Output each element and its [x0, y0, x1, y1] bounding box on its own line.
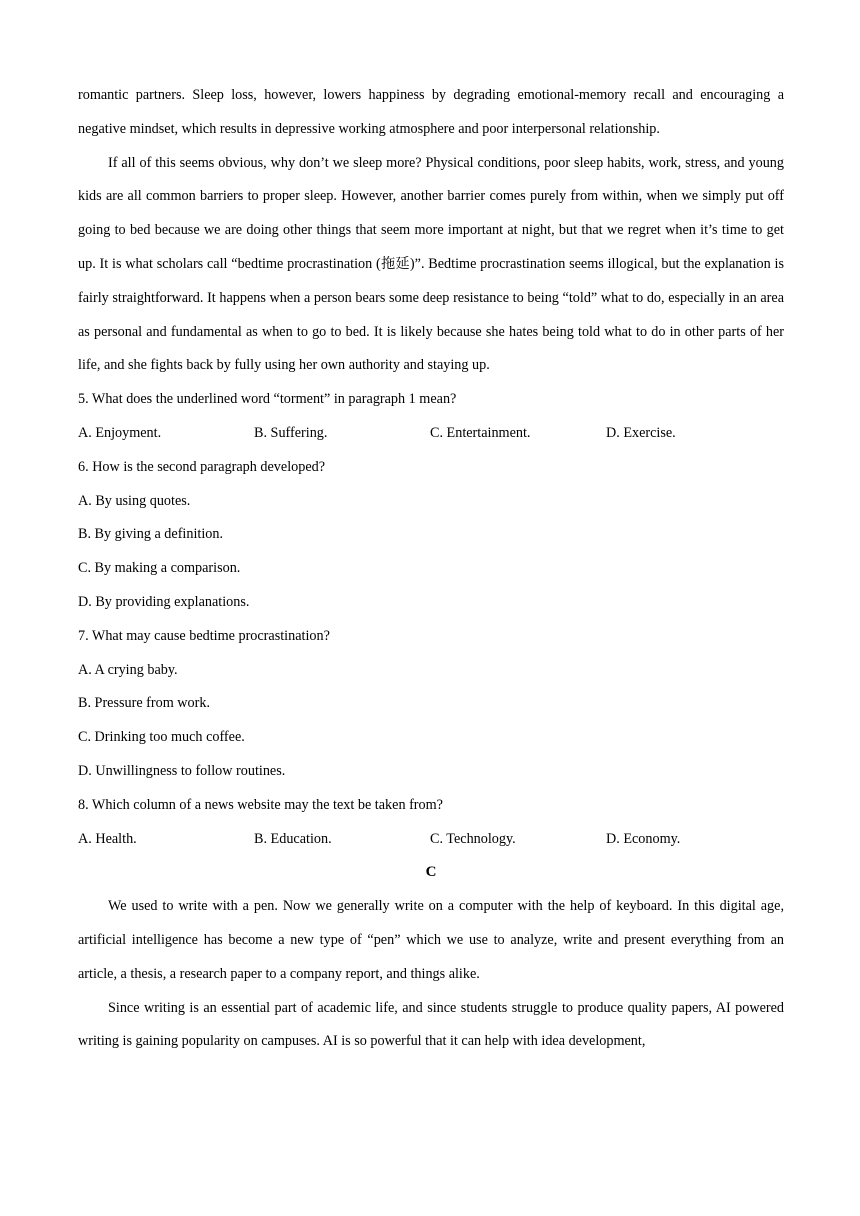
question-8-options: [78, 823, 784, 857]
question-6-option-a: A. By using quotes.: [78, 492, 191, 509]
question-7-option-c: C. Drinking too much coffee.: [78, 729, 245, 746]
question-8: [78, 789, 784, 857]
question-5: [78, 383, 784, 451]
question-5-option-a: A. Enjoyment.: [78, 424, 162, 441]
question-5-option-b: B. Suffering.: [254, 424, 328, 441]
question-6-option-b: B. By giving a definition.: [78, 526, 224, 543]
section-heading-c: C: [425, 864, 437, 881]
passage-c-paragraph-2: Since writing is an essential part of academic life, and since students struggle to produce quality papers, AI powered writing is gaining popularity on campuses. AI is so powerful that it can help with idea development,: [78, 999, 784, 1050]
question-7: [78, 620, 784, 789]
question-7-option-d: D. Unwillingness to follow routines.: [78, 762, 286, 779]
question-6-option-c: C. By making a comparison.: [78, 560, 241, 577]
question-7-option-a: A. A crying baby.: [78, 661, 178, 678]
question-8-option-b: B. Education.: [254, 830, 332, 847]
question-7-option-b: B. Pressure from work.: [78, 695, 211, 712]
question-7-stem: 7. What may cause bedtime procrastination?: [78, 627, 330, 644]
passage-b-paragraph-continued: romantic partners. Sleep loss, however, lowers happiness by degrading emotional-memory recall and encouraging a negative mindset, which results in depressive working atmosphere and poor interpersonal relationship.: [78, 87, 784, 137]
question-5-option-d: D. Exercise.: [606, 424, 676, 441]
question-8-stem: 8. Which column of a news website may the text be taken from?: [78, 796, 443, 813]
question-5-options: [78, 417, 784, 451]
question-6-stem: 6. How is the second paragraph developed?: [78, 458, 326, 475]
passage-b-paragraph-procrastination: If all of this seems obvious, why don’t we sleep more? Physical conditions, poor sleep habits, work, stress, and young kids are all common barriers to proper sleep. However, another barrier comes purely from within, when we simply put off going to bed because we are doing other things that seem more important at night, but that we regret when it’s time to get up. It is what scholars call “bedtime procrastination (拖延)”. Bedtime procrastination seems illogical, but the explanation is fairly straightforward. It happens when a person bears some deep resistance to being “told” what to do, especially in an area as personal and fundamental as when to go to bed. It is likely because she hates being told what to do in other parts of her life, and she fights back by fully using her own authority and staying up.: [78, 154, 784, 374]
question-8-option-d: D. Economy.: [606, 830, 681, 847]
question-8-option-c: C. Technology.: [430, 830, 516, 847]
question-5-option-c: C. Entertainment.: [430, 424, 531, 441]
document-page: [78, 79, 784, 1059]
passage-c-paragraph-1: We used to write with a pen. Now we generally write on a computer with the help of keyboard. In this digital age, artificial intelligence has become a new type of “pen” which we use to analyze, write and present everything from an article, a thesis, a research paper to a company report, and things alike.: [78, 898, 784, 982]
question-8-option-a: A. Health.: [78, 830, 137, 847]
question-5-stem: 5. What does the underlined word “torment” in paragraph 1 mean?: [78, 391, 457, 408]
question-6-option-d: D. By providing explanations.: [78, 593, 250, 610]
question-6: [78, 451, 784, 620]
